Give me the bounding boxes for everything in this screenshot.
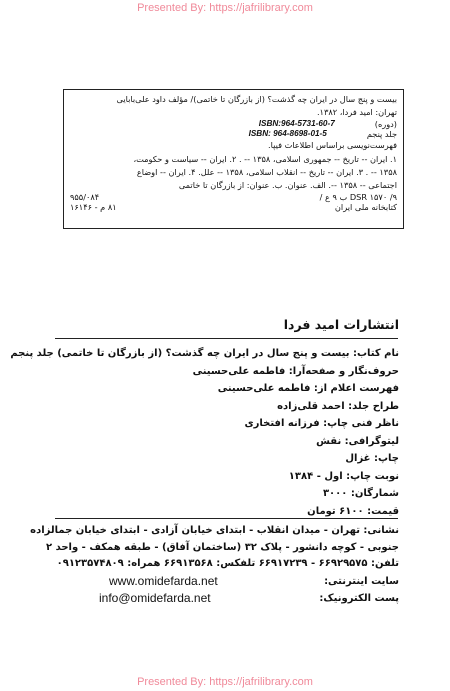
cip-subjects-2: ۱۳۵۸ -- . ۳. ایران -- تاریخ -- انقلاب اسلامی، ۱۳۵۸ -- علل. ۴. ایران -- اوضاع	[136, 166, 397, 177]
credit-cover-designer: طراح جلد: احمد قلی‌زاده	[277, 400, 399, 412]
cip-library-number: ۸۱ م - ۱۶۱۴۶	[70, 202, 117, 213]
divider-rule-bottom	[55, 518, 398, 519]
cip-catalog-box	[63, 89, 404, 229]
contact-email-row	[49, 590, 399, 607]
contact-website-row	[49, 573, 399, 590]
credits-block	[10, 345, 399, 520]
website-link[interactable]: www.omidefarda.net	[109, 573, 218, 588]
credit-book-title: نام کتاب: بیست و پنج سال در ایران چه گذشت؟ (از بازرگان تا خاتمی) جلد پنجم	[10, 348, 399, 359]
cip-volume: جلد پنجم	[366, 129, 397, 140]
credit-edition: نوبت چاپ: اول - ۱۳۸۴	[288, 470, 399, 482]
contact-phones: تلفن: ۶۶۹۲۹۵۷۵ - ۶۶۹۱۷۲۳۹ تلفکس: ۶۶۹۱۳۵۶۸ همراه: ۰۹۱۲۳۵۷۴۸۰۹	[56, 558, 399, 569]
watermark-bottom: Presented By: https://jafrilibrary.com	[137, 676, 313, 688]
publisher-heading: انتشارات امید فردا	[283, 317, 399, 332]
cip-library-name: کتابخانه ملی ایران	[334, 202, 397, 213]
cip-isbn-set-row	[70, 119, 397, 129]
cip-imprint: تهران: امید فردا، ۱۳۸۲.	[316, 107, 397, 118]
watermark-top: Presented By: https://jafrilibrary.com	[137, 2, 313, 14]
cip-isbn-set: ISBN:964-5731-60-7	[258, 119, 335, 129]
email-link[interactable]: info@omidefarda.net	[99, 590, 211, 605]
cip-subjects-3: اجتماعی -- ۱۳۵۸ --. الف. عنوان. ب. عنوان: از بازرگان تا خاتمی	[178, 180, 397, 191]
divider-rule-top	[55, 338, 398, 339]
credit-lithography: لیتوگرافی: نقش	[316, 435, 399, 447]
cip-isbn-vol: ISBN: 964-8698-01-5	[248, 129, 327, 139]
credit-print-supervisor: ناظر فنی چاپ: فرزانه افتخاری	[244, 418, 399, 429]
credit-print-run: شمارگان: ۳۰۰۰	[322, 488, 399, 499]
cip-fipa-note: فهرست‌نویسی براساس اطلاعات فیپا.	[268, 140, 397, 151]
cip-dewey-number: ۹۵۵/۰۸۴	[70, 192, 100, 203]
website-label: سایت اینترنتی:	[324, 575, 399, 587]
cip-isbn-vol-row	[70, 129, 397, 139]
credit-index: فهرست اعلام از: فاطمه علی‌حسینی	[217, 383, 399, 394]
cip-class-row	[70, 192, 397, 202]
contact-block	[30, 523, 399, 607]
cip-set-note: (دوره)	[374, 119, 397, 130]
credit-printing: چاپ: غزال	[345, 453, 399, 464]
contact-address-1: نشانی: تهران - میدان انقلاب - ابتدای خیابان آزادی - ابتدای خیابان جمالزاده	[30, 525, 399, 536]
cip-library-row	[70, 202, 397, 212]
cip-class-number: DSR ۱۵۷۰ /۹ ب ۹ ع /	[319, 192, 397, 203]
contact-address-2: جنوبی - کوچه دانشور - پلاک ۳۲ (ساختمان آفاق) - طبقه همکف - واحد ۲	[45, 541, 399, 553]
cip-title-line: بیست و پنج سال در ایران چه گذشت؟ (از بازرگان تا خاتمی)/ مؤلف داود علی‌بابایی	[116, 94, 397, 104]
email-label: پست الکترونیک:	[319, 592, 399, 604]
credit-typesetter: حروف‌نگار و صفحه‌آرا: فاطمه علی‌حسینی	[192, 365, 399, 377]
credit-price: قیمت: ۶۱۰۰ تومان	[307, 505, 399, 517]
cip-subjects-1: ۱. ایران -- تاریخ -- جمهوری اسلامی، ۱۳۵۸ -- . ۲. ایران -- سیاست و حکومت،	[133, 153, 397, 164]
